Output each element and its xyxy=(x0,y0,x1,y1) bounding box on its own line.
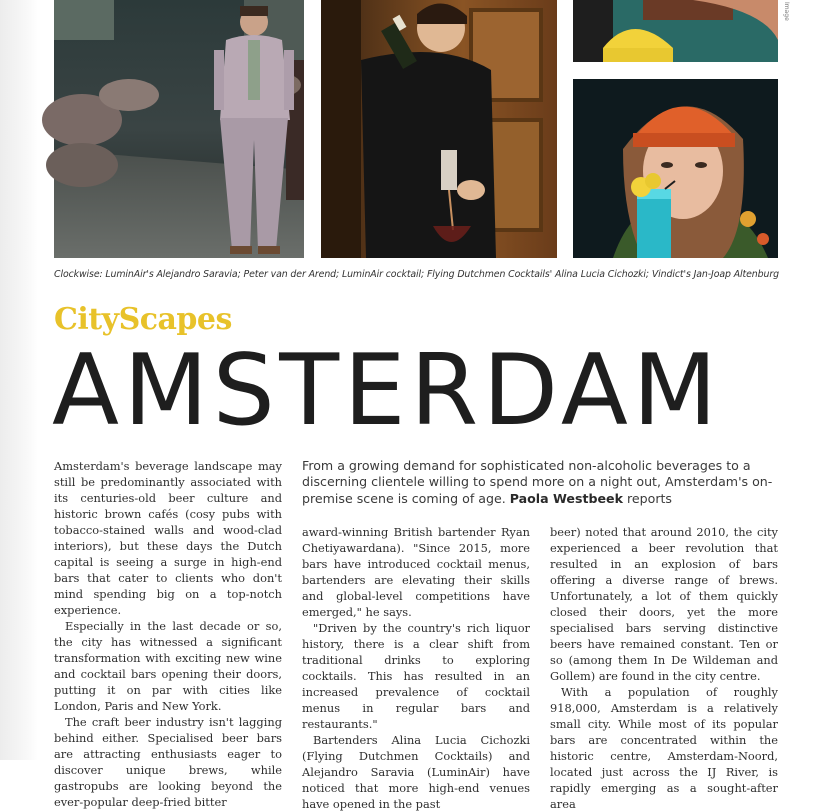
photo-peter-van-der-arend xyxy=(321,0,557,258)
photo-caption: Clockwise: LuminAir's Alejandro Saravia; Peter van der Arend; LuminAir cocktail; Flying Dutchmen Cocktails' Alina Lucia Cichozki; Vindict's Jan-Joap Altenburg xyxy=(54,269,779,280)
article-standfirst xyxy=(302,458,778,507)
photo-alejandro-saravia xyxy=(54,0,304,258)
page-gutter xyxy=(0,0,38,760)
standfirst-text: From a growing demand for sophisticated non-alcoholic beverages to a discerning clientele willing to spend more on a night out, Amsterdam's on-premise scene is coming of age. xyxy=(302,458,773,506)
article-headline: AMSTERDAM xyxy=(52,334,722,448)
body-column-2 xyxy=(302,524,530,811)
body-paragraph: Especially in the last decade or so, the city has witnessed a significant transformation with exciting new wine and cocktail bars opening their doors, putting it on par with cities like London, Paris and New York. xyxy=(54,619,282,713)
body-paragraph: Amsterdam's beverage landscape may still be predominantly associated with its centuries-old beer culture and historic brown cafés (cosy pubs with tobacco-stained walls and wood-clad interiors), but these days the Dutch capital is seeing a surge in high-end bars that cater to clients who don't mind spending big on a top-notch experience. xyxy=(54,459,282,617)
body-paragraph: "Driven by the country's rich liquor history, there is a clear shift from traditional drinks to exploring cocktails. This has resulted in an increased prevalence of cocktail menus in regular bars and restaurants." xyxy=(302,621,530,731)
body-column-1 xyxy=(54,458,282,809)
body-paragraph: award-winning British bartender Ryan Chetiyawardana). "Since 2015, more bars have introduced cocktail menus, bartenders are elevating their skills and global-level competitions have emerged," he says. xyxy=(302,525,530,619)
byline-author: Paola Westbeek xyxy=(509,490,623,506)
body-column-3 xyxy=(550,524,778,811)
body-paragraph: With a population of roughly 918,000, Amsterdam is a relatively small city. While most of its popular bars are concentrated within the historic centre, Amsterdam-Noord, located just across the IJ River, is rapidly emerging as a sought-after area xyxy=(550,685,778,811)
body-paragraph: Bartenders Alina Lucia Cichozki (Flying Dutchmen Cocktails) and Alejandro Saravia (LuminAir) have noticed that more high-end venues have opened in the past xyxy=(302,733,530,811)
photo-credit: Image xyxy=(783,2,790,21)
section-kicker: CityScapes xyxy=(54,302,232,337)
photo-luminair-cocktail xyxy=(573,0,778,62)
body-paragraph: The craft beer industry isn't lagging behind either. Specialised beer bars are attracting enthusiasts eager to discover unique brews, while gastropubs are looking beyond the ever-popular deep-fried bitter xyxy=(54,715,282,809)
photo-alina-lucia-cichozki xyxy=(573,79,778,258)
byline-suffix: reports xyxy=(622,490,672,506)
body-paragraph: beer) noted that around 2010, the city experienced a beer revolution that resulted in an explosion of bars offering a diverse range of brews. Unfortunately, a lot of them quickly closed their doors, yet the more specialised bars serving distinctive beers have remained constant. Ten or so (among them In De Wildeman and Gollem) are found in the city centre. xyxy=(550,525,778,683)
